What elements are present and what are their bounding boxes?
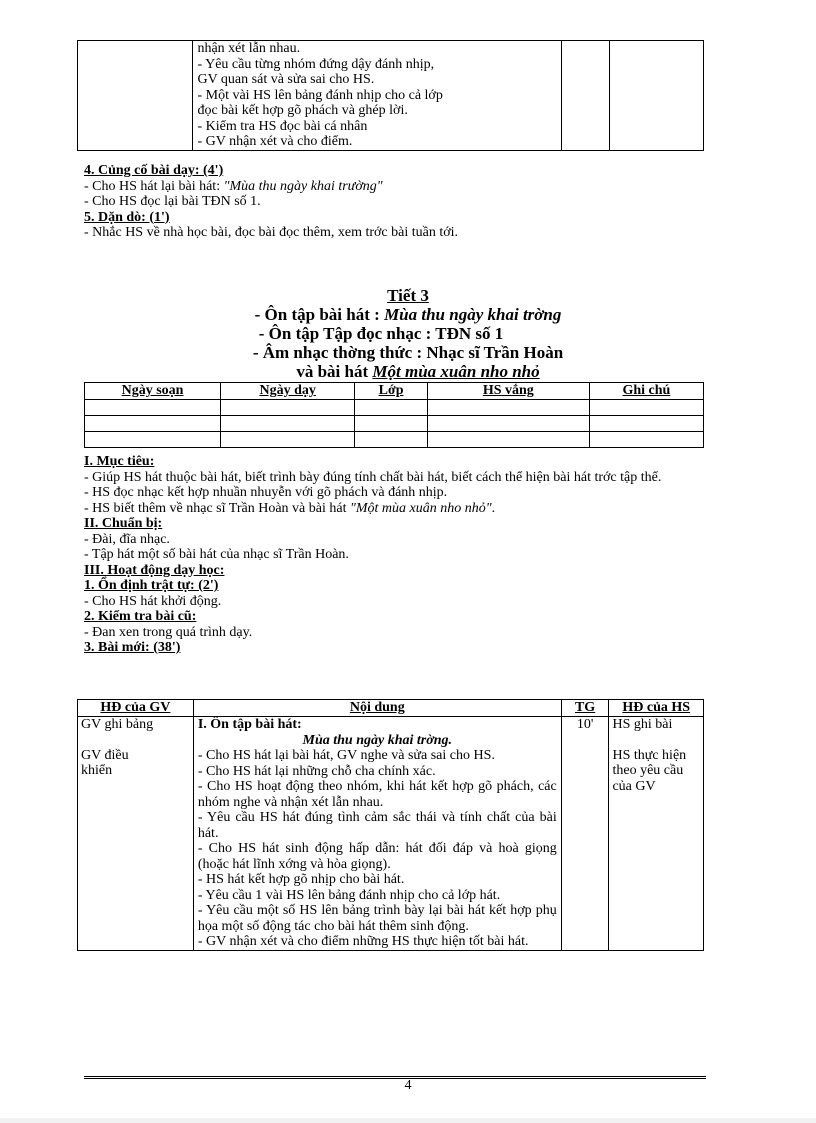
table-cell[interactable]: [85, 415, 221, 431]
content-column-cell: [193, 41, 562, 151]
gv-activity: GV ghi bảng: [81, 717, 154, 732]
content-item: - Yêu cầu một số HS lên bảng trình bày lại bài hát kết hợp phụ họa một số động tác cho bài hát thêm sinh động.: [197, 903, 557, 934]
hs-activity-cell: [609, 717, 704, 951]
hs-column-cell: [609, 41, 703, 151]
muc-tieu-line: [84, 501, 724, 517]
muc-tieu-line: - Giúp HS hát thuộc bài hát, biết trình bày đúng tính chất bài hát, biết cách thể hiện bài hát trớc tập thể.: [84, 469, 662, 485]
table-row: [85, 399, 704, 415]
content-item: - Cho HS hát lại bài hát, GV nghe và sửa sai cho HS.: [197, 748, 495, 763]
text: - HS biết thêm về nhạc sĩ Trần Hoàn và bài hát: [84, 500, 350, 516]
song-title: Mùa thu ngày khai trờng: [384, 305, 562, 324]
lesson-title-line-3: - Âm nhạc thờng thức : Nhạc sĩ Trần Hoàn: [252, 343, 564, 362]
lesson-title-line-1: [0, 305, 816, 324]
page-number: 4: [404, 1078, 412, 1093]
bai-moi-heading: 3. Bài mới: (38'): [84, 640, 181, 655]
table-cell[interactable]: [221, 415, 355, 431]
song-title: "Mùa thu ngày khai trường": [223, 178, 383, 194]
song-title: Một mùa xuân nho nhỏ: [372, 362, 540, 381]
text: .: [491, 500, 496, 516]
header-ngay-soan: Ngày soạn: [85, 383, 221, 400]
kiem-tra-heading: 2. Kiểm tra bài cũ:: [84, 609, 197, 624]
content-item: - Yêu cầu HS hát đúng tình cảm sắc thái và tính chất của bài hát.: [197, 810, 557, 841]
content-line: - Kiểm tra HS đọc bài cá nhân: [197, 118, 368, 134]
main-content-row: [78, 717, 704, 951]
header-noi-dung: Nội dung: [193, 700, 561, 717]
text: - Cho HS hát lại bài hát:: [84, 178, 224, 194]
table-cell[interactable]: [85, 399, 221, 415]
section-4-line: [84, 179, 724, 195]
hoat-dong-heading: III. Hoạt động dạy học:: [84, 562, 225, 578]
section-4-5: [84, 163, 724, 241]
table-cell[interactable]: [221, 399, 355, 415]
table-cell[interactable]: [589, 431, 703, 447]
content-item: - GV nhận xét và cho điểm những HS thực hiện tốt bài hát.: [197, 934, 529, 949]
header-hs-vang: HS vắng: [427, 383, 589, 400]
gv-column-cell: [78, 41, 193, 151]
lesson-number: Tiết 3: [387, 286, 429, 305]
schedule-header-row: [85, 383, 704, 400]
content-line: đọc bài kết hợp gõ phách và ghép lời.: [197, 103, 408, 118]
header-hd-gv: HĐ của GV: [78, 700, 194, 717]
table-cell[interactable]: [427, 415, 589, 431]
header-tg: TG: [561, 700, 609, 717]
table-cell[interactable]: [589, 415, 703, 431]
table-cell[interactable]: [221, 431, 355, 447]
content-subheading: Mùa thu ngày khai trờng.: [302, 732, 453, 748]
song-title: "Một mùa xuân nho nhỏ": [349, 500, 492, 516]
table-cell[interactable]: [355, 431, 428, 447]
section-5-line: - Nhắc HS về nhà học bài, đọc bài đọc thêm, xem trớc bài tuần tới.: [84, 225, 459, 240]
continued-activity-table: [77, 40, 704, 151]
on-dinh-line: - Cho HS hát khởi động.: [84, 593, 222, 609]
content-item: - Yêu cầu 1 vài HS lên bảng đánh nhịp cho cả lớp hát.: [197, 887, 501, 903]
main-header-row: [78, 700, 704, 717]
content-line: GV quan sát và sửa sai cho HS.: [197, 72, 375, 87]
bottom-bar: [0, 1118, 816, 1123]
table-cell[interactable]: [427, 399, 589, 415]
chuan-bi-heading: II. Chuẩn bị:: [84, 516, 163, 531]
table-cell[interactable]: [589, 399, 703, 415]
header-ngay-day: Ngày dạy: [221, 383, 355, 400]
text: và bài hát: [296, 362, 373, 381]
on-dinh-heading: 1. Ổn định trật tự: (2'): [84, 578, 219, 593]
chuan-bi-line: - Đài, đĩa nhạc.: [84, 531, 170, 547]
content-item: - Cho HS hát sinh động hấp dẫn: hát đối đáp và hoà giọng (hoặc hát lĩnh xớng và hòa giọng).: [197, 841, 557, 872]
lesson-title-line-2: - Ôn tập Tập đọc nhạc : TĐN số 1: [258, 324, 504, 343]
tg-cell: 10': [561, 717, 609, 951]
header-ghi-chu: Ghi chú: [589, 383, 703, 400]
table-cell[interactable]: [355, 399, 428, 415]
hs-activity: HS ghi bài: [612, 717, 673, 732]
header-lop: Lớp: [355, 383, 428, 400]
table-cell[interactable]: [85, 431, 221, 447]
content-item: - Cho HS hoạt động theo nhóm, khi hát kết hợp gõ phách, các nhóm nghe và nhận xét lẫn nhau.: [197, 779, 557, 810]
lesson-title-line-4: [10, 362, 816, 381]
tg-column-cell: [562, 41, 610, 151]
header-hd-hs: HĐ của HS: [609, 700, 704, 717]
table-row: [85, 431, 704, 447]
section-5-heading: 5. Dặn dò: (1'): [84, 209, 170, 225]
content-line: - GV nhận xét và cho điểm.: [197, 134, 353, 149]
content-line: nhận xét lẫn nhau.: [197, 41, 301, 56]
hs-activity: HS thực hiện theo yêu cầu của GV: [612, 747, 687, 794]
content-heading: I. Ôn tập bài hát:: [197, 717, 302, 732]
text: - Ôn tập bài hát :: [254, 305, 385, 324]
lesson-plan-body: [84, 454, 724, 656]
gv-activity: GV điều khiển: [81, 747, 129, 778]
table-row: [85, 415, 704, 431]
muc-tieu-heading: I. Mục tiêu:: [84, 454, 155, 469]
section-4-line: - Cho HS đọc lại bài TĐN số 1.: [84, 194, 261, 209]
section-4-heading: 4. Củng cố bài dạy: (4'): [84, 163, 224, 178]
schedule-table: [84, 382, 704, 448]
main-activity-table: [77, 699, 704, 951]
content-line: - Một vài HS lên bảng đánh nhịp cho cả lớp: [197, 87, 443, 103]
chuan-bi-line: - Tập hát một số bài hát của nhạc sĩ Trần Hoàn.: [84, 547, 349, 562]
kiem-tra-line: - Đan xen trong quá trình dạy.: [84, 624, 253, 640]
table-cell[interactable]: [355, 415, 428, 431]
content-item: - Cho HS hát lại những chỗ cha chính xác.: [197, 763, 436, 779]
content-line: - Yêu cầu từng nhóm đứng dậy đánh nhịp,: [197, 56, 435, 72]
content-cell: [193, 717, 561, 951]
gv-activity-cell: [78, 717, 194, 951]
content-item: - HS hát kết hợp gõ nhịp cho bài hát.: [197, 872, 405, 887]
muc-tieu-line: - HS đọc nhạc kết hợp nhuần nhuyễn với gõ phách và đánh nhịp.: [84, 485, 448, 500]
table-cell[interactable]: [427, 431, 589, 447]
